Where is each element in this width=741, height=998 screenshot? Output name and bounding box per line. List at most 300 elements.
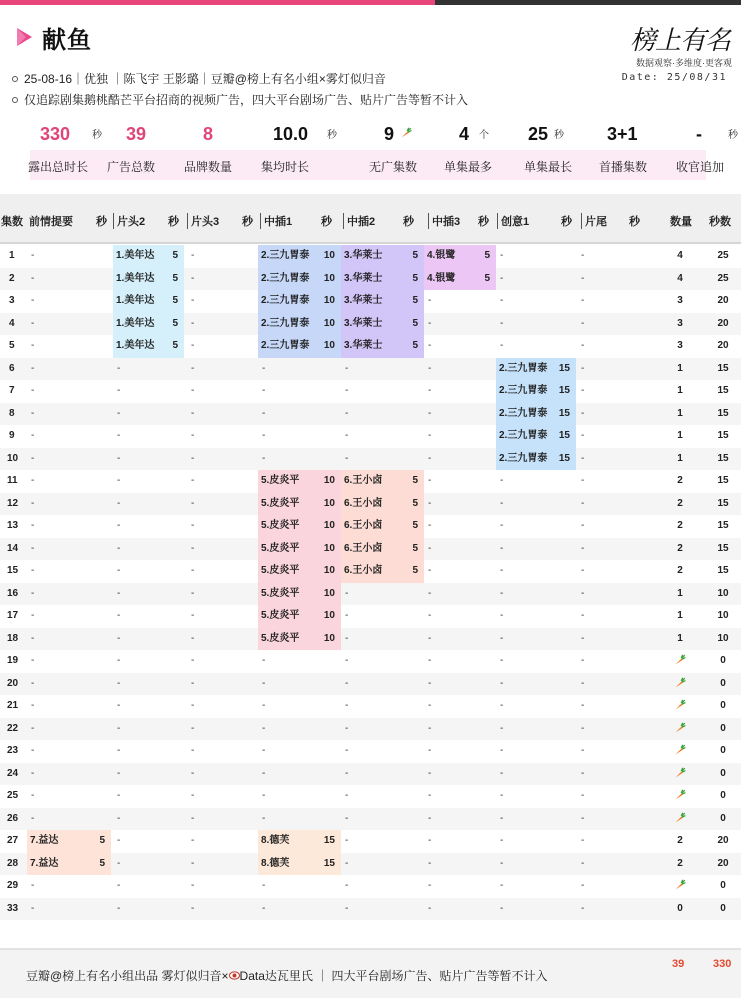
header [14, 22, 92, 52]
empty-cell: - [581, 700, 585, 711]
ad-seconds: 5 [412, 340, 418, 351]
episode-seconds: 25 [717, 250, 729, 261]
empty-cell: - [500, 812, 504, 824]
episode-number: 25 [7, 790, 19, 801]
header-opening2: 片头2 [113, 213, 145, 229]
episode-number: 1 [9, 250, 15, 261]
episode-number: 24 [7, 767, 19, 779]
episode-number: 7 [9, 385, 15, 396]
ad-count [668, 695, 692, 718]
empty-cell: - [262, 790, 266, 801]
empty-cell: - [191, 520, 195, 531]
episode-seconds: 0 [720, 767, 726, 779]
empty-cell: - [345, 700, 349, 711]
table-header [0, 194, 741, 244]
empty-cell: - [31, 407, 35, 419]
empty-cell: - [262, 677, 266, 689]
ad-cell [258, 515, 341, 538]
empty-cell: - [117, 790, 121, 801]
empty-cell: - [428, 497, 432, 509]
episode-seconds: 15 [717, 407, 729, 419]
episode-number: 27 [7, 835, 19, 846]
ad-seconds: 15 [323, 857, 335, 869]
empty-cell: - [500, 700, 504, 711]
empty-cell: - [500, 857, 504, 869]
empty-cell: - [117, 475, 121, 486]
empty-cell: - [500, 655, 504, 666]
header-count: 数量 [670, 216, 692, 228]
empty-cell: - [31, 565, 35, 576]
ad-seconds: 10 [323, 610, 335, 621]
episode-number: 5 [9, 340, 15, 351]
empty-cell: - [345, 430, 349, 441]
table-row [0, 853, 741, 876]
table-row [0, 628, 741, 651]
table-row [0, 313, 741, 336]
empty-cell: - [191, 767, 195, 779]
episode-number: 17 [7, 610, 19, 621]
ad-count: 1 [677, 632, 683, 644]
empty-cell: - [500, 565, 504, 576]
empty-cell: - [191, 700, 195, 711]
ad-brand: 5.皮炎平 [261, 632, 300, 644]
empty-cell: - [191, 677, 195, 689]
empty-cell: - [500, 497, 504, 509]
empty-cell: - [581, 385, 585, 396]
episode-number: 15 [7, 565, 19, 576]
table-row [0, 785, 741, 808]
table-row [0, 425, 741, 448]
empty-cell: - [581, 857, 585, 869]
ad-cell [258, 605, 341, 628]
info-line-1 [12, 70, 386, 87]
ad-count: 4 [677, 272, 683, 284]
ad-cell [258, 268, 341, 291]
info-line-2 [12, 91, 468, 108]
episode-number: 18 [7, 632, 19, 644]
ad-count: 2 [677, 542, 683, 554]
table-row [0, 650, 741, 673]
empty-cell: - [345, 812, 349, 824]
empty-cell: - [345, 857, 349, 869]
ad-brand: 6.王小卤 [344, 475, 383, 486]
episode-number: 8 [9, 407, 15, 419]
empty-cell: - [581, 880, 585, 891]
episode-number: 19 [7, 655, 19, 666]
empty-cell: - [31, 497, 35, 509]
ad-cell [496, 425, 576, 448]
ad-seconds: 10 [323, 632, 335, 644]
footer [0, 948, 741, 998]
episode-number: 22 [7, 722, 19, 734]
empty-cell: - [117, 430, 121, 441]
header-creative1-unit: 秒 [561, 216, 572, 228]
empty-cell: - [500, 295, 504, 306]
ad-brand: 2.三九胃泰 [499, 452, 548, 464]
header-mid3: 中插3 [428, 213, 460, 229]
episode-seconds: 10 [717, 610, 729, 621]
ad-count: 2 [677, 835, 683, 846]
ad-seconds: 10 [323, 340, 335, 351]
empty-cell: - [191, 407, 195, 419]
ad-brand: 5.皮炎平 [261, 587, 300, 599]
stat-value: 39 [126, 124, 147, 144]
bullet-icon [12, 97, 18, 103]
stat-unit: 秒 [554, 130, 564, 141]
table-row [0, 268, 741, 291]
empty-cell: - [191, 610, 195, 621]
report-date: Date: 25/08/31 [621, 72, 727, 83]
ad-count: 1 [677, 362, 683, 374]
bullet-icon [12, 76, 18, 82]
empty-cell: - [581, 250, 585, 261]
empty-cell: - [500, 542, 504, 554]
empty-cell: - [31, 362, 35, 374]
table-row [0, 830, 741, 853]
empty-cell: - [262, 452, 266, 464]
header-opening3-unit: 秒 [242, 216, 253, 228]
ad-seconds: 5 [172, 272, 178, 284]
ad-seconds: 5 [172, 317, 178, 329]
empty-cell: - [345, 767, 349, 779]
ad-count: 2 [677, 475, 683, 486]
ad-count: 1 [677, 452, 683, 464]
empty-cell: - [345, 790, 349, 801]
stat-6 [524, 120, 600, 182]
ad-cell [258, 628, 341, 651]
ad-brand: 6.王小卤 [344, 520, 383, 531]
header-seconds: 秒数 [709, 216, 731, 228]
episode-number: 3 [9, 295, 15, 306]
empty-cell: - [581, 497, 585, 509]
empty-cell: - [581, 295, 585, 306]
empty-cell: - [581, 610, 585, 621]
ad-seconds: 10 [323, 497, 335, 509]
ad-count [668, 718, 692, 741]
empty-cell: - [262, 880, 266, 891]
ad-cell [424, 245, 496, 268]
ad-cell [113, 245, 184, 268]
empty-cell: - [191, 452, 195, 464]
empty-cell: - [581, 745, 585, 756]
carrot-icon [674, 789, 686, 801]
ad-count [668, 875, 692, 898]
episode-seconds: 20 [717, 340, 729, 351]
stat-unit: 秒 [327, 130, 337, 141]
ad-cell [258, 493, 341, 516]
table-row [0, 583, 741, 606]
empty-cell: - [428, 542, 432, 554]
empty-cell: - [117, 722, 121, 734]
empty-cell: - [117, 610, 121, 621]
ad-brand: 5.皮炎平 [261, 610, 300, 621]
episode-seconds: 0 [720, 722, 726, 734]
ad-count: 2 [677, 565, 683, 576]
ad-cell [341, 493, 424, 516]
stat-label: 广告总数 [107, 160, 156, 174]
empty-cell: - [262, 362, 266, 374]
empty-cell: - [345, 677, 349, 689]
ad-brand: 3.华莱士 [344, 250, 383, 261]
empty-cell: - [117, 452, 121, 464]
header-mid1: 中插1 [260, 213, 292, 229]
header-creative1: 创意1 [497, 213, 529, 229]
footer-text [26, 967, 548, 984]
ad-cell [341, 290, 424, 313]
empty-cell: - [428, 677, 432, 689]
stat-unit: 个 [479, 130, 489, 141]
empty-cell: - [31, 295, 35, 306]
stat-label: 首播集数 [599, 160, 648, 174]
carrot-icon [674, 699, 686, 711]
ad-brand: 2.三九胃泰 [499, 385, 548, 396]
empty-cell: - [581, 475, 585, 486]
empty-cell: - [428, 767, 432, 779]
empty-cell: - [191, 835, 195, 846]
empty-cell: - [428, 700, 432, 711]
empty-cell: - [191, 655, 195, 666]
carrot-icon [674, 767, 686, 779]
ad-count [668, 673, 692, 696]
ad-cell [341, 470, 424, 493]
ad-brand: 3.华莱士 [344, 295, 383, 306]
ad-brand: 5.皮炎平 [261, 542, 300, 554]
empty-cell: - [191, 632, 195, 644]
empty-cell: - [191, 497, 195, 509]
empty-cell: - [345, 880, 349, 891]
ad-count: 1 [677, 407, 683, 419]
empty-cell: - [117, 587, 121, 599]
stat-label: 露出总时长 [28, 160, 89, 174]
episode-seconds: 0 [720, 812, 726, 824]
empty-cell: - [500, 880, 504, 891]
ad-brand: 5.皮炎平 [261, 497, 300, 509]
ad-brand: 7.益达 [30, 835, 59, 846]
empty-cell: - [500, 610, 504, 621]
empty-cell: - [428, 722, 432, 734]
empty-cell: - [581, 317, 585, 329]
ad-cell [341, 538, 424, 561]
empty-cell: - [500, 722, 504, 734]
stat-label: 单集最多 [444, 160, 493, 174]
ad-brand: 2.三九胃泰 [499, 362, 548, 374]
empty-cell: - [345, 587, 349, 599]
empty-cell: - [428, 745, 432, 756]
header-ending: 片尾 [581, 213, 607, 229]
empty-cell: - [31, 452, 35, 464]
empty-cell: - [117, 835, 121, 846]
header-mid3-unit: 秒 [478, 216, 489, 228]
table-row [0, 763, 741, 786]
empty-cell: - [345, 722, 349, 734]
empty-cell: - [500, 745, 504, 756]
empty-cell: - [191, 475, 195, 486]
stat-label: 集均时长 [261, 160, 310, 174]
empty-cell: - [581, 542, 585, 554]
table-row [0, 695, 741, 718]
empty-cell: - [581, 632, 585, 644]
empty-cell: - [191, 340, 195, 351]
ad-seconds: 5 [412, 295, 418, 306]
empty-cell: - [581, 655, 585, 666]
empty-cell: - [31, 700, 35, 711]
empty-cell: - [31, 902, 35, 914]
ad-brand: 2.三九胃泰 [261, 340, 310, 351]
empty-cell: - [262, 407, 266, 419]
stat-unit: 秒 [728, 130, 738, 141]
stat-3 [261, 120, 337, 182]
empty-cell: - [428, 857, 432, 869]
empty-cell: - [191, 880, 195, 891]
empty-cell: - [31, 520, 35, 531]
empty-cell: - [191, 295, 195, 306]
episode-seconds: 25 [717, 272, 729, 284]
ad-count: 4 [677, 250, 683, 261]
table-row [0, 515, 741, 538]
episode-seconds: 0 [720, 677, 726, 689]
header-mid2-unit: 秒 [403, 216, 414, 228]
empty-cell: - [31, 812, 35, 824]
table-row [0, 740, 741, 763]
empty-cell: - [581, 790, 585, 801]
episode-number: 10 [7, 452, 19, 464]
carrot-icon [674, 677, 686, 689]
empty-cell: - [191, 812, 195, 824]
table-row [0, 605, 741, 628]
episode-seconds: 15 [717, 475, 729, 486]
stat-label: 单集最长 [524, 160, 573, 174]
ad-brand: 2.三九胃泰 [261, 295, 310, 306]
empty-cell: - [428, 610, 432, 621]
empty-cell: - [500, 677, 504, 689]
ad-cell [113, 313, 184, 336]
ad-seconds: 5 [99, 857, 105, 869]
ad-count: 0 [677, 902, 683, 914]
stat-label: 品牌数量 [184, 160, 233, 174]
carrot-icon [674, 744, 686, 756]
empty-cell: - [31, 430, 35, 441]
empty-cell: - [191, 722, 195, 734]
stat-7 [599, 120, 675, 182]
empty-cell: - [345, 610, 349, 621]
stat-0 [28, 120, 104, 182]
episode-number: 9 [9, 430, 15, 441]
empty-cell: - [428, 295, 432, 306]
empty-cell: - [31, 587, 35, 599]
page-title: 献鱼 [42, 26, 92, 54]
ad-cell [113, 335, 184, 358]
empty-cell: - [428, 632, 432, 644]
table-row [0, 380, 741, 403]
ad-brand: 6.王小卤 [344, 497, 383, 509]
empty-cell: - [345, 902, 349, 914]
episode-number: 20 [7, 677, 19, 689]
ad-brand: 2.三九胃泰 [499, 407, 548, 419]
empty-cell: - [428, 340, 432, 351]
ad-count [668, 808, 692, 831]
ad-seconds: 5 [412, 250, 418, 261]
ad-brand: 3.华莱士 [344, 272, 383, 284]
empty-cell: - [31, 610, 35, 621]
empty-cell: - [117, 880, 121, 891]
empty-cell: - [581, 677, 585, 689]
empty-cell: - [581, 452, 585, 464]
empty-cell: - [117, 677, 121, 689]
ad-cell [341, 313, 424, 336]
empty-cell: - [581, 407, 585, 419]
empty-cell: - [117, 655, 121, 666]
empty-cell: - [500, 767, 504, 779]
empty-cell: - [31, 272, 35, 284]
episode-number: 26 [7, 812, 19, 824]
ad-brand: 6.王小卤 [344, 542, 383, 554]
empty-cell: - [581, 565, 585, 576]
empty-cell: - [262, 700, 266, 711]
empty-cell: - [262, 745, 266, 756]
ad-seconds: 5 [484, 272, 490, 284]
empty-cell: - [581, 362, 585, 374]
empty-cell: - [581, 430, 585, 441]
ad-count [668, 785, 692, 808]
stat-value: 9 [384, 124, 395, 144]
empty-cell: - [191, 430, 195, 441]
empty-cell: - [345, 835, 349, 846]
episode-seconds: 15 [717, 362, 729, 374]
ad-count [668, 740, 692, 763]
ad-seconds: 5 [172, 250, 178, 261]
ad-seconds: 10 [323, 542, 335, 554]
ad-brand: 2.三九胃泰 [261, 317, 310, 329]
episode-seconds: 0 [720, 790, 726, 801]
empty-cell: - [117, 812, 121, 824]
empty-cell: - [117, 565, 121, 576]
empty-cell: - [345, 655, 349, 666]
empty-cell: - [428, 587, 432, 599]
empty-cell: - [428, 812, 432, 824]
ad-cell [424, 268, 496, 291]
table-row [0, 493, 741, 516]
stat-value: 8 [203, 124, 214, 144]
empty-cell: - [428, 655, 432, 666]
empty-cell: - [117, 745, 121, 756]
empty-cell: - [262, 902, 266, 914]
episode-number: 12 [7, 497, 19, 509]
ad-seconds: 15 [558, 385, 570, 396]
ad-count: 1 [677, 430, 683, 441]
ad-cell [341, 268, 424, 291]
ad-cell [258, 335, 341, 358]
ad-seconds: 5 [412, 565, 418, 576]
empty-cell: - [500, 272, 504, 284]
top-accent-bar [0, 0, 741, 5]
stats-panel [28, 120, 738, 182]
ad-cell [341, 515, 424, 538]
ad-seconds: 10 [323, 475, 335, 486]
episode-seconds: 0 [720, 745, 726, 756]
table-row [0, 335, 741, 358]
empty-cell: - [262, 655, 266, 666]
empty-cell: - [117, 902, 121, 914]
stat-5 [444, 120, 520, 182]
empty-cell: - [345, 407, 349, 419]
empty-cell: - [117, 632, 121, 644]
empty-cell: - [191, 587, 195, 599]
empty-cell: - [31, 317, 35, 329]
ad-cell [27, 853, 111, 876]
episode-seconds: 10 [717, 632, 729, 644]
ad-brand: 1.美年达 [116, 317, 155, 329]
empty-cell: - [262, 385, 266, 396]
